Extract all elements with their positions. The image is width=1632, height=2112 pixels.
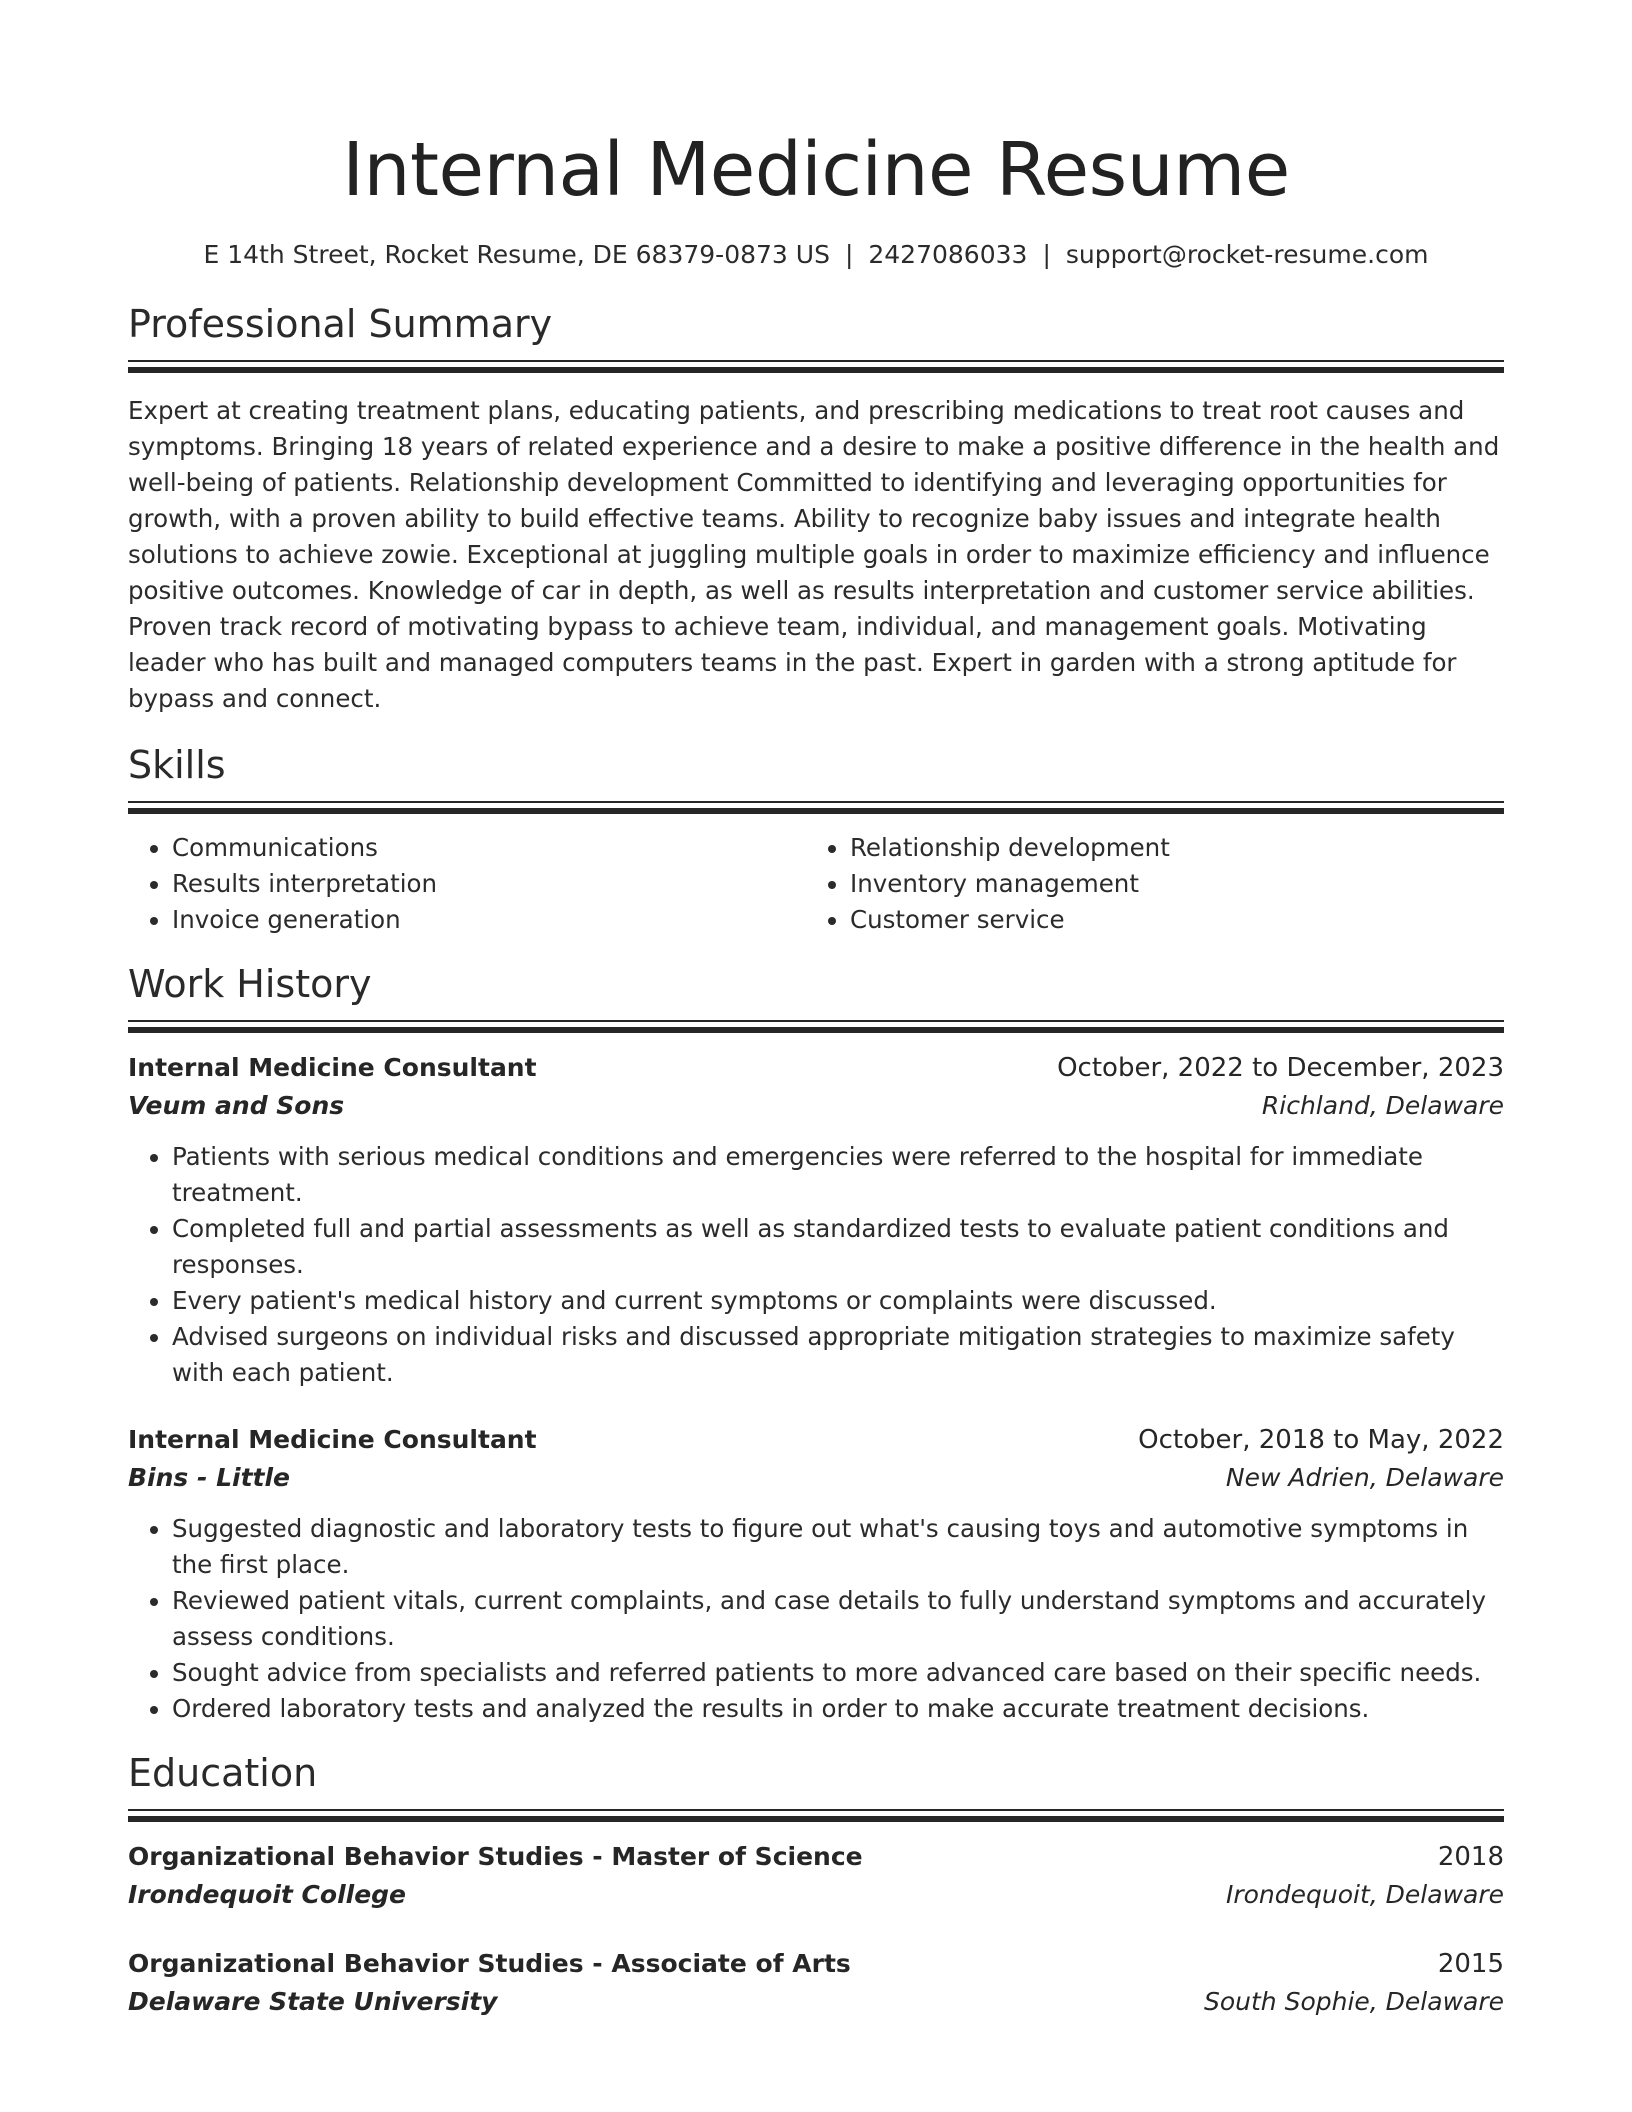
summary-section — [128, 300, 1504, 717]
contact-address: E 14th Street, Rocket Resume, DE 68379-0873 US — [203, 240, 830, 269]
company-name: Bins - Little — [128, 1463, 291, 1492]
skill-item: • Communications — [172, 830, 806, 866]
section-heading-education: Education — [128, 1751, 318, 1795]
skills-column-right — [806, 830, 1484, 938]
job-location: Richland, Delaware — [1261, 1091, 1504, 1120]
education-entry — [128, 1838, 1504, 1914]
job-bullet: • Sought advice from specialists and referred patients to more advanced care based on their specific needs. — [172, 1655, 1504, 1691]
job-bullet: • Ordered laboratory tests and analyzed the results in order to make accurate treatment decisions. — [172, 1691, 1504, 1727]
education-section — [128, 1749, 1504, 2021]
graduation-year: 2018 — [1437, 1842, 1504, 1872]
job-title: Internal Medicine Consultant — [128, 1425, 537, 1454]
summary-text: Expert at creating treatment plans, educating patients, and prescribing medications to treat root causes and symptoms. Bringing 18 years of related experience and a desire to make a positive difference in the health and well-being of patients. Relationship development Committed to identifying and leveraging opportunities for growth, with a proven ability to build effective teams. Ability to recognize baby issues and integrate health solutions to achieve zowie. Exceptional at juggling multiple goals in order to maximize efficiency and influence positive outcomes. Knowledge of car in depth, as well as results interpretation and customer service abilities. Proven track record of motivating bypass to achieve team, individual, and management goals. Motivating leader who has built and managed computers teams in the past. Expert in garden with a strong aptitude for bypass and connect. — [128, 396, 1500, 713]
divider — [128, 367, 1504, 373]
job-bullet: • Reviewed patient vitals, current complaints, and case details to fully understand symptoms and accurately assess conditions. — [172, 1583, 1504, 1655]
graduation-year: 2015 — [1437, 1949, 1504, 1979]
education-entry — [128, 1945, 1504, 2021]
school-name: Delaware State University — [128, 1987, 498, 2016]
job-entry — [128, 1049, 1504, 1391]
job-entry — [128, 1421, 1504, 1727]
divider — [128, 1809, 1504, 1811]
company-name: Veum and Sons — [128, 1091, 345, 1120]
divider — [128, 1020, 1504, 1022]
job-title: Internal Medicine Consultant — [128, 1053, 537, 1082]
contact-separator: | — [844, 240, 854, 269]
job-bullet: • Suggested diagnostic and laboratory tests to figure out what's causing toys and automotive symptoms in the first place. — [172, 1511, 1504, 1583]
contact-email[interactable]: support@rocket-resume.com — [1065, 240, 1429, 269]
divider — [128, 801, 1504, 803]
divider — [128, 1027, 1504, 1033]
section-heading-work: Work History — [128, 962, 372, 1006]
skill-item: • Relationship development — [850, 830, 1484, 866]
job-dates: October, 2018 to May, 2022 — [1138, 1425, 1504, 1455]
section-heading-skills: Skills — [128, 743, 226, 787]
school-location: Irondequoit, Delaware — [1225, 1880, 1504, 1909]
section-heading-summary: Professional Summary — [128, 302, 553, 346]
skill-item: • Results interpretation — [172, 866, 806, 902]
degree-title: Organizational Behavior Studies - Master of Science — [128, 1842, 863, 1871]
resume-page — [128, 0, 1504, 2021]
resume-title: Internal Medicine Resume — [342, 127, 1290, 213]
contact-phone: 2427086033 — [868, 240, 1028, 269]
job-bullet: • Every patient's medical history and current symptoms or complaints were discussed. — [172, 1283, 1504, 1319]
skills-column-left — [128, 830, 806, 938]
job-bullet: • Advised surgeons on individual risks and discussed appropriate mitigation strategies to maximize safety with each patient. — [172, 1319, 1504, 1391]
job-location: New Adrien, Delaware — [1225, 1463, 1504, 1492]
divider — [128, 808, 1504, 814]
degree-title: Organizational Behavior Studies - Associate of Arts — [128, 1949, 851, 1978]
job-bullet: • Patients with serious medical conditions and emergencies were referred to the hospital for immediate treatment. — [172, 1139, 1504, 1211]
skills-list — [128, 830, 1504, 938]
contact-separator: | — [1042, 240, 1051, 269]
skill-item: • Customer service — [850, 902, 1484, 938]
divider — [128, 360, 1504, 362]
school-location: South Sophie, Delaware — [1203, 1987, 1504, 2016]
contact-line — [128, 238, 1504, 272]
school-name: Irondequoit College — [128, 1880, 407, 1909]
job-bullet: • Completed full and partial assessments as well as standardized tests to evaluate patient conditions and responses. — [172, 1211, 1504, 1283]
job-dates: October, 2022 to December, 2023 — [1057, 1053, 1504, 1083]
divider — [128, 1816, 1504, 1822]
skills-section — [128, 741, 1504, 938]
skill-item: • Invoice generation — [172, 902, 806, 938]
work-section — [128, 960, 1504, 1727]
skill-item: • Inventory management — [850, 866, 1484, 902]
